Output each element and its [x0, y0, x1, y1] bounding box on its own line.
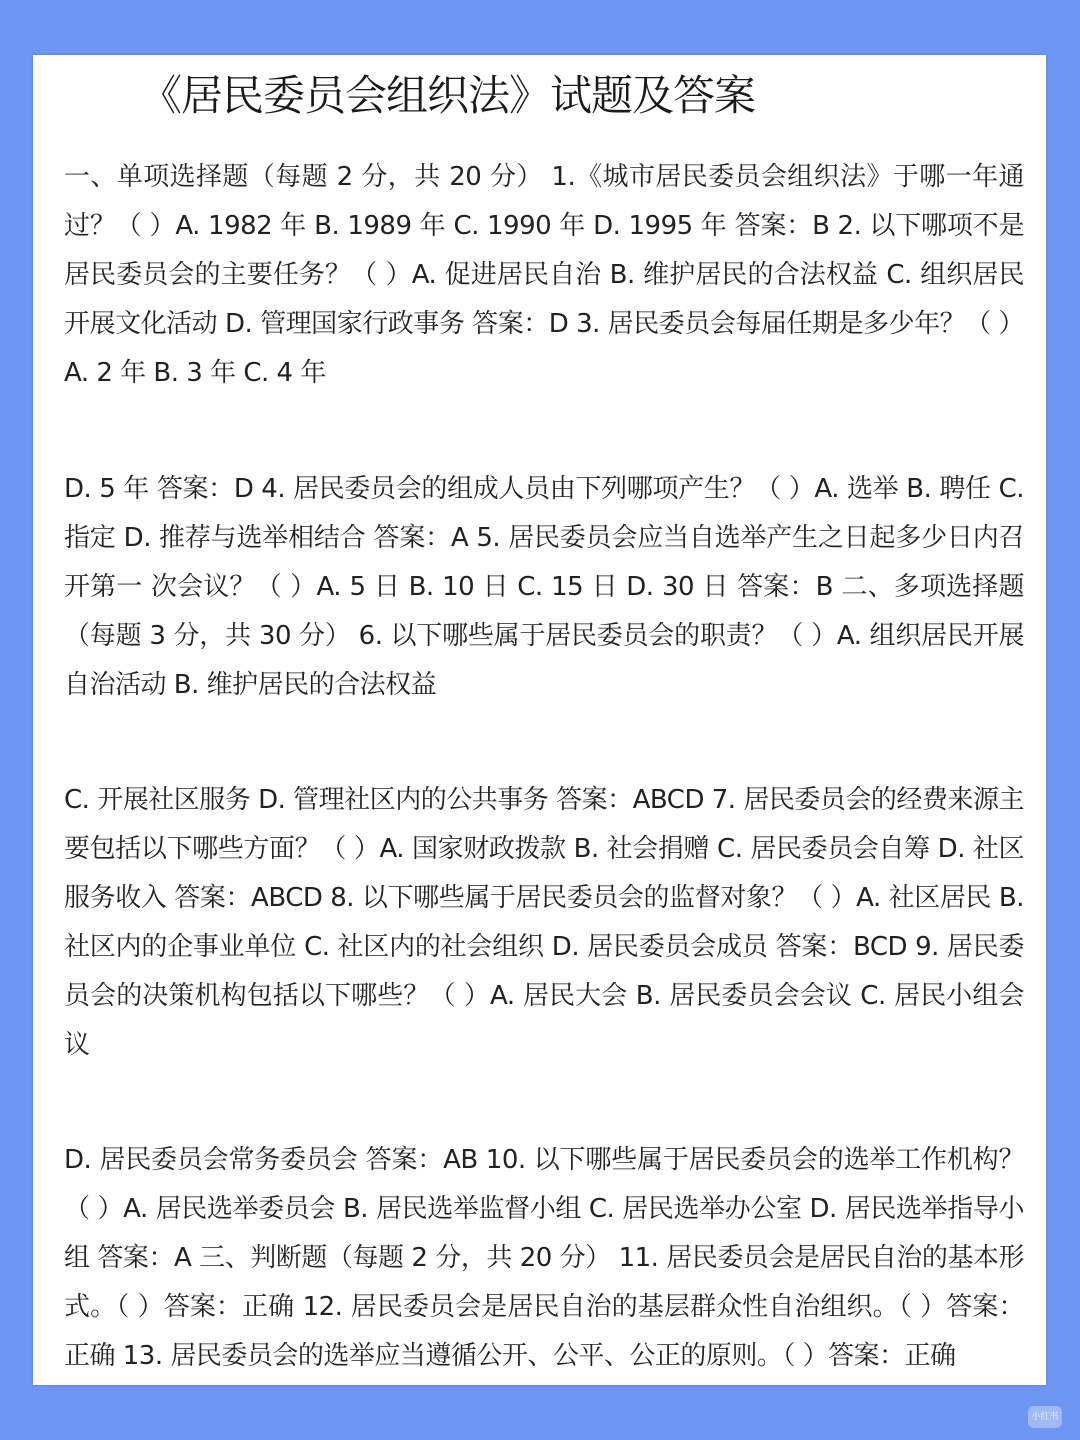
document-title: 《居民委员会组织法》试题及答案: [140, 71, 756, 120]
question-paragraph-3: C. 开展社区服务 D. 管理社区内的公共事务 答案：ABCD 7. 居民委员会的经费来源主要包括以下哪些方面？（ ）A. 国家财政拨款 B. 社会捐赠 C. 居民委员会自筹 D. 社区服务收入 答案：ABCD 8. 以下哪些属于居民委员会的监督对象？（ ）A. 社区居民 B. 社区内的企事业单位 C. 社区内的社会组织 D. 居民委员会成员 答案：BCD 9. 居民委员会的决策机构包括以下哪些？（ ）A. 居民大会 B. 居民委员会会议 C. 居民小组会议: [64, 785, 1024, 1060]
watermark-logo: 小红书: [1028, 1406, 1062, 1428]
question-paragraph-2: D. 5 年 答案：D 4. 居民委员会的组成人员由下列哪项产生？（ ）A. 选举 B. 聘任 C. 指定 D. 推荐与选举相结合 答案：A 5. 居民委员会应当自选举产生之日起多少日内召开第一 次会议？（ ）A. 5 日 B. 10 日 C. 15 日 D. 30 日 答案：B 二、多项选择题（每题 3 分，共 30 分） 6. 以下哪些属于居民委员会的职责？（ ）A. 组织居民开展自治活动 B. 维护居民的合法权益: [64, 474, 1024, 700]
question-paragraph-1: 一、单项选择题（每题 2 分，共 20 分） 1.《城市居民委员会组织法》于哪一年通过？（ ）A. 1982 年 B. 1989 年 C. 1990 年 D. 1995 年 答案：B 2. 以下哪项不是居民委员会的主要任务？（ ）A. 促进居民自治 B. 维护居民的合法权益 C. 组织居民开展文化活动 D. 管理国家行政事务 答案：D 3. 居民委员会每届任期是多少年？（ ）A. 2 年 B. 3 年 C. 4 年: [64, 162, 1024, 388]
question-paragraph-4: D. 居民委员会常务委员会 答案：AB 10. 以下哪些属于居民委员会的选举工作机构？（ ）A. 居民选举委员会 B. 居民选举监督小组 C. 居民选举办公室 D. 居民选举指导小组 答案：A 三、判断题（每题 2 分，共 20 分） 11. 居民委员会是居民自治的基本形式。（ ）答案：正确 12. 居民委员会是居民自治的基层群众性自治组织。（ ）答案：正确 13. 居民委员会的选举应当遵循公开、公平、公正的原则。（ ）答案：正确: [64, 1145, 1024, 1371]
